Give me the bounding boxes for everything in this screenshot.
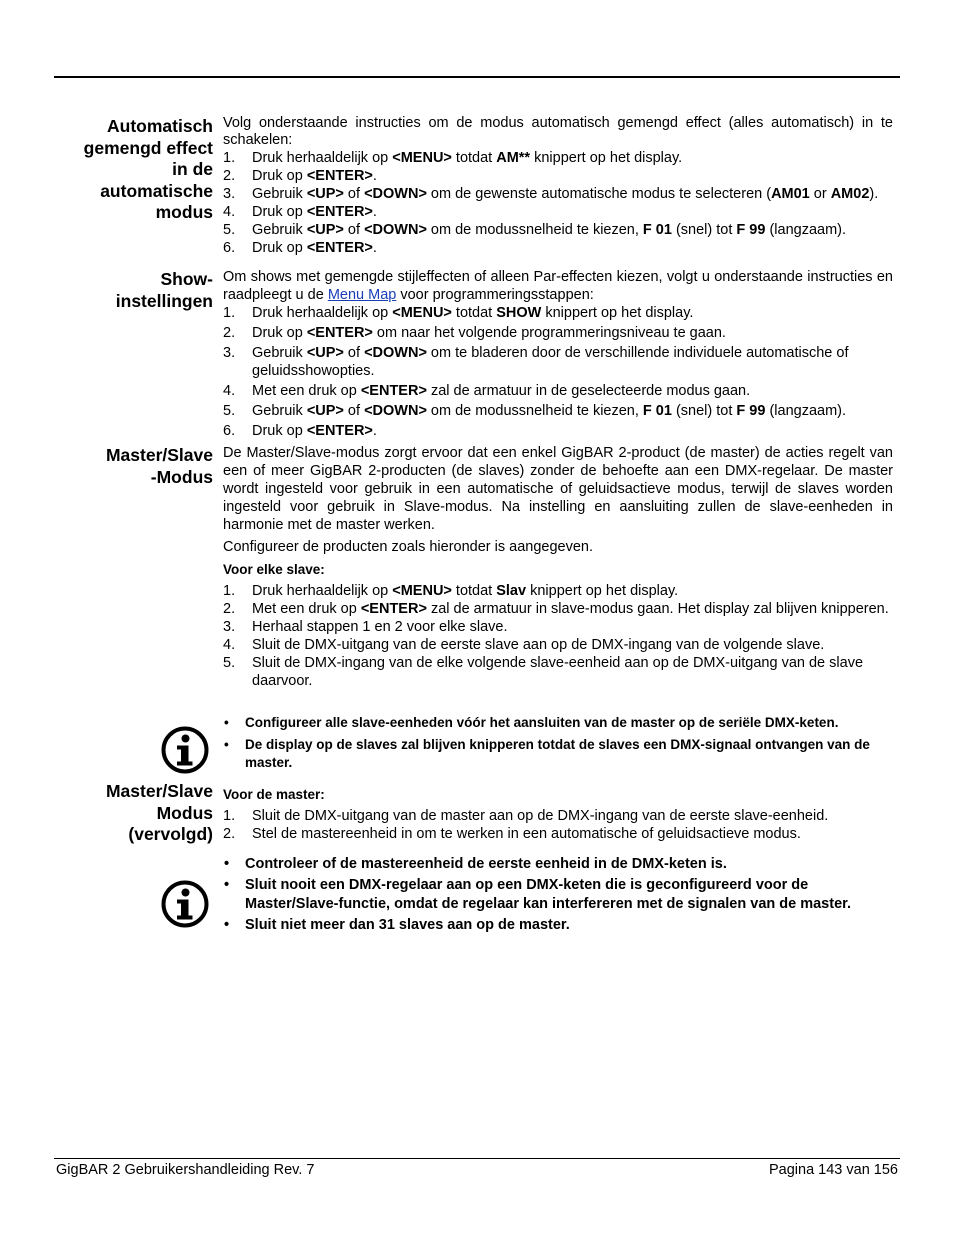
step-keyword: <ENTER> [306, 423, 373, 439]
step-number: 1. [223, 808, 236, 824]
step-keyword: <MENU> [392, 583, 452, 599]
auto-mixed-intro: Volg onderstaande instructies om de modus automatisch gemengd effect (alles automatisch) in te schakelen: [223, 115, 893, 148]
note-item: • Configureer alle slave-eenheden vóór het aansluiten van de master op de seriële DMX-keten. [224, 715, 839, 730]
step-number: 6. [223, 240, 236, 256]
heading-line: Modus [156, 802, 213, 823]
info-icon [160, 725, 210, 775]
header-rule [54, 76, 900, 78]
note-item: • Sluit niet meer dan 31 slaves aan op de master. [224, 917, 570, 933]
step-item [223, 600, 893, 618]
heading-master-slave-cont [60, 781, 213, 846]
step-text: Druk herhaaldelijk op [252, 583, 393, 599]
step-item [223, 149, 893, 167]
step-text: totdat [451, 583, 497, 599]
step-item [223, 239, 893, 257]
master-slave-body [223, 444, 893, 690]
step-keyword: AM02 [830, 186, 870, 202]
heading-line: (vervolgd) [128, 824, 213, 844]
page-number: Pagina 143 van 156 [769, 1162, 898, 1178]
step-keyword: <MENU> [392, 305, 452, 321]
step-text: (snel) tot [671, 222, 737, 238]
step-number: 5. [223, 222, 236, 238]
step-keyword: <ENTER> [306, 168, 373, 184]
step-keyword: <ENTER> [360, 383, 427, 399]
step-text: or [809, 186, 831, 202]
step-number: 1. [223, 150, 236, 166]
step-keyword: <DOWN> [364, 186, 427, 202]
heading-line: modus [155, 202, 213, 222]
step-number: 2. [223, 325, 236, 341]
step-item [223, 221, 893, 239]
show-body [223, 268, 893, 442]
step-text: knippert op het display. [530, 150, 683, 166]
step-keyword: <MENU> [392, 150, 452, 166]
step-text: Druk op [252, 325, 307, 341]
step-number: 3. [223, 345, 236, 361]
step-text: zal de armatuur in slave-modus gaan. Het display zal blijven knipperen. [426, 601, 889, 617]
step-item [223, 636, 893, 654]
step-number: 2. [223, 168, 236, 184]
step-keyword: <ENTER> [306, 204, 373, 220]
step-text: of [343, 186, 365, 202]
auto-mixed-body [223, 115, 893, 257]
footer-title: GigBAR 2 Gebruikershandleiding Rev. 7 [56, 1162, 315, 1178]
step-text: Druk herhaaldelijk op [252, 150, 393, 166]
step-keyword: <ENTER> [360, 601, 427, 617]
slave-steps [223, 582, 893, 690]
step-number: 3. [223, 619, 236, 635]
step-keyword: Slav [496, 583, 527, 599]
step-item [223, 382, 893, 400]
master-subheading: Voor de master: [223, 787, 325, 802]
step-item [223, 807, 893, 825]
step-item [223, 324, 893, 342]
info-icon [160, 879, 210, 929]
step-text: Sluit de DMX-uitgang van de eerste slave aan op de DMX-ingang van de volgende slave. [252, 637, 825, 653]
step-keyword: <DOWN> [364, 403, 427, 419]
heading-line: Master/Slave [105, 781, 213, 801]
step-text: (langzaam). [765, 222, 847, 238]
step-keyword: <UP> [306, 222, 344, 238]
step-keyword: F 99 [736, 222, 766, 238]
master-body [223, 783, 893, 843]
master-steps [223, 807, 893, 843]
slave-subheading: Voor elke slave: [223, 562, 325, 577]
step-item [223, 304, 893, 322]
step-text: Met een druk op [252, 383, 361, 399]
step-keyword: AM** [496, 150, 531, 166]
show-intro [223, 268, 893, 304]
step-keyword: F 01 [642, 403, 672, 419]
step-text: of [343, 222, 365, 238]
step-text: om de gewenste automatische modus te selecteren ( [426, 186, 772, 202]
step-number: 6. [223, 423, 236, 439]
step-text: totdat [451, 305, 497, 321]
master-slave-para2: Configureer de producten zoals hieronder is aangegeven. [223, 539, 593, 555]
step-item [223, 167, 893, 185]
note-item: • De display op de slaves zal blijven knipperen totdat de slaves een DMX-signaal ontvangen van de master. [224, 737, 870, 770]
step-text: Sluit de DMX-uitgang van de master aan op de DMX-ingang van de eerste slave-eenheid. [252, 808, 829, 824]
step-number: 2. [223, 826, 236, 842]
show-intro-text: Om shows met gemengde stijleffecten of alleen Par-effecten kiezen, volgt u onderstaande instructies en raadpleegt u de [223, 269, 893, 303]
step-text: knippert op het display. [526, 583, 679, 599]
step-keyword: F 99 [736, 403, 766, 419]
step-text: totdat [451, 150, 497, 166]
step-text: . [372, 168, 377, 184]
heading-line: Master/Slave [105, 445, 213, 465]
step-item [223, 402, 893, 420]
step-item [223, 654, 893, 690]
step-item [223, 618, 893, 636]
step-number: 1. [223, 583, 236, 599]
heading-line: in de [172, 159, 213, 179]
step-text: om naar het volgende programmeringsniveau te gaan. [372, 325, 726, 341]
step-text: Druk op [252, 423, 307, 439]
step-text: ). [869, 186, 879, 202]
step-text: of [343, 403, 365, 419]
step-item [223, 185, 893, 203]
step-text: . [372, 204, 377, 220]
step-text: Gebruik [252, 345, 307, 361]
step-number: 4. [223, 204, 236, 220]
step-keyword: <UP> [306, 345, 344, 361]
heading-line: -Modus [150, 466, 213, 487]
step-text: om de modussnelheid te kiezen, [426, 403, 643, 419]
show-intro-text-end: voor programmeringsstappen: [396, 287, 594, 303]
step-text: Sluit de DMX-ingang van de elke volgende slave-eenheid aan op de DMX-uitgang van de slave daarvoor. [252, 655, 864, 689]
heading-line: gemengd effect [83, 137, 213, 158]
step-text: Met een druk op [252, 601, 361, 617]
step-keyword: SHOW [496, 305, 542, 321]
step-keyword: <ENTER> [306, 325, 373, 341]
step-text: zal de armatuur in de geselecteerde modus gaan. [426, 383, 751, 399]
step-item [223, 825, 893, 843]
menu-map-link[interactable]: Menu Map [327, 287, 397, 303]
heading-line: Show- [160, 269, 213, 289]
step-keyword: F 01 [642, 222, 672, 238]
heading-auto-mixed [60, 116, 213, 224]
slave-notes [223, 714, 893, 772]
master-notes [223, 855, 893, 935]
step-text: Gebruik [252, 186, 307, 202]
auto-mixed-steps [223, 149, 893, 257]
step-keyword: <DOWN> [364, 222, 427, 238]
step-text: Gebruik [252, 222, 307, 238]
note-item: • Controleer of de mastereenheid de eerste eenheid in de DMX-keten is. [224, 856, 727, 872]
step-item [223, 422, 893, 440]
step-number: 4. [223, 383, 236, 399]
step-text: (langzaam). [765, 403, 847, 419]
step-text: Druk op [252, 240, 307, 256]
step-number: 1. [223, 305, 236, 321]
step-number: 5. [223, 403, 236, 419]
heading-line: instellingen [115, 290, 213, 311]
step-item [223, 582, 893, 600]
step-text: knippert op het display. [541, 305, 694, 321]
step-text: Stel de mastereenheid in om te werken in een automatische of geluidsactieve modus. [252, 826, 801, 842]
step-item [223, 344, 893, 380]
step-text: Gebruik [252, 403, 307, 419]
step-text: Druk herhaaldelijk op [252, 305, 393, 321]
step-text: (snel) tot [671, 403, 737, 419]
heading-show-settings [60, 269, 213, 312]
step-text: of [343, 345, 365, 361]
heading-line: Automatisch [107, 116, 213, 136]
step-keyword: <DOWN> [364, 345, 427, 361]
step-text: . [372, 240, 377, 256]
step-keyword: AM01 [771, 186, 810, 202]
step-text: Druk op [252, 204, 307, 220]
step-text: om te bladeren door de verschillende individuele automatische of geluidsshowopties. [252, 345, 849, 379]
step-item [223, 203, 893, 221]
step-number: 2. [223, 601, 236, 617]
step-text: Herhaal stappen 1 en 2 voor elke slave. [252, 619, 508, 635]
step-text: om de modussnelheid te kiezen, [426, 222, 643, 238]
step-keyword: <ENTER> [306, 240, 373, 256]
step-number: 5. [223, 655, 236, 671]
step-text: . [372, 423, 377, 439]
step-text: Druk op [252, 168, 307, 184]
show-steps [223, 304, 893, 440]
master-slave-para1: De Master/Slave-modus zorgt ervoor dat een enkel GigBAR 2-product (de master) de acties regelt van een of meer GigBAR 2-producten (de slaves) zonder de behoefte aan een DMX-regelaar. De master wordt ingesteld voor gebruik in een automatische of geluidsactieve modus, terwijl de slaves worden ingesteld voor gebruik in Slave-modus. Na instelling en aansluiting zullen de slave-eenheden in harmonie met de master werken. [223, 445, 893, 533]
step-number: 3. [223, 186, 236, 202]
heading-line: automatische [100, 180, 213, 201]
step-keyword: <UP> [306, 403, 344, 419]
note-item: • Sluit nooit een DMX-regelaar aan op een DMX-keten die is geconfigureerd voor de Master/Slave-functie, omdat de regelaar kan interfereren met de signalen van de master. [224, 877, 852, 912]
heading-master-slave [60, 445, 213, 488]
step-keyword: <UP> [306, 186, 344, 202]
step-number: 4. [223, 637, 236, 653]
footer-rule [54, 1158, 900, 1159]
